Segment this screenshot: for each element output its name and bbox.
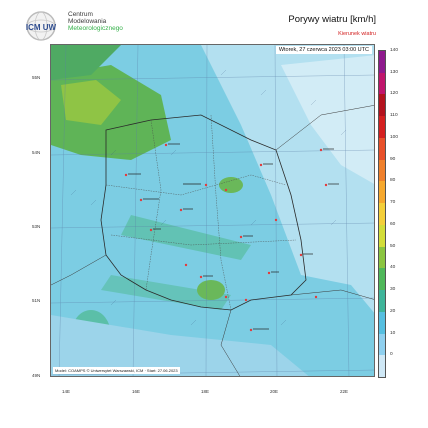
- legend-tick-label: 50: [390, 243, 396, 249]
- city-dot[interactable]: [180, 209, 182, 211]
- lat-label: 54N: [32, 150, 41, 155]
- city-dot[interactable]: [250, 329, 252, 331]
- forecast-timestamp: Wtorek, 27 czerwca 2023 03:00 UTC: [276, 46, 372, 54]
- legend-color-step: [379, 290, 385, 312]
- city-dot[interactable]: [140, 199, 142, 201]
- city-dot[interactable]: [268, 272, 270, 274]
- city-dot[interactable]: [320, 149, 322, 151]
- legend-color-step: [379, 203, 385, 225]
- legend-tick-label: 60: [390, 221, 396, 227]
- legend-color-step: [379, 312, 385, 334]
- icm-logo: [25, 10, 57, 42]
- legend-tick-label: 10: [390, 330, 396, 336]
- legend-tick-label: 110: [390, 113, 398, 119]
- city-dot[interactable]: [205, 184, 207, 186]
- city-dot[interactable]: [240, 236, 242, 238]
- legend-colorbar: [378, 50, 386, 378]
- lat-label: 55N: [32, 75, 41, 80]
- legend-color-step: [379, 73, 385, 95]
- legend-color-step: [379, 268, 385, 290]
- lon-label: 20E: [270, 389, 279, 394]
- org-name-line1: Centrum: [68, 11, 93, 18]
- legend-tick-label: 120: [390, 91, 399, 97]
- city-dot[interactable]: [225, 296, 227, 298]
- gust-cell-central: [219, 177, 243, 193]
- city-dot[interactable]: [315, 296, 317, 298]
- lon-label: 16E: [132, 389, 141, 394]
- model-footnote: Model: COAMPS © Uniwersytet Warszawski, ICM · Start: 27.06.2023: [55, 368, 178, 373]
- lon-label: 22E: [340, 389, 349, 394]
- legend-color-step: [379, 116, 385, 138]
- city-dot[interactable]: [200, 276, 202, 278]
- lon-label: 14E: [62, 389, 71, 394]
- legend-tick-label: 80: [390, 178, 396, 184]
- lat-label: 49N: [32, 373, 41, 378]
- lon-label: 18E: [201, 389, 210, 394]
- svg-text:ICM UW: ICM UW: [25, 23, 57, 32]
- city-dot[interactable]: [185, 264, 187, 266]
- legend-color-step: [379, 355, 385, 377]
- lat-label: 51N: [32, 298, 41, 303]
- city-dot[interactable]: [260, 164, 262, 166]
- city-dot[interactable]: [150, 229, 152, 231]
- org-name-line3: Meteorologicznego: [68, 25, 123, 32]
- legend-color-step: [379, 225, 385, 247]
- legend-color-step: [379, 181, 385, 203]
- legend-tick-label: 30: [390, 287, 396, 293]
- city-dot[interactable]: [125, 174, 127, 176]
- legend-tick-label: 0: [390, 352, 393, 358]
- city-dot[interactable]: [275, 219, 277, 221]
- org-name-line2: Modelowania: [68, 18, 107, 25]
- gust-cell-krakow: [197, 280, 225, 300]
- legend-tick-label: 100: [390, 134, 399, 140]
- city-dot[interactable]: [225, 189, 227, 191]
- legend-tick-label: 90: [390, 156, 396, 162]
- legend-tick-label: 20: [390, 308, 396, 314]
- legend-color-step: [379, 94, 385, 116]
- legend-color-step: [379, 160, 385, 182]
- map-subtitle: Kierunek wiatru: [338, 31, 376, 37]
- legend-color-step: [379, 334, 385, 356]
- lat-label: 53N: [32, 224, 41, 229]
- city-dot[interactable]: [245, 299, 247, 301]
- org-name: [68, 11, 123, 32]
- legend-color-step: [379, 138, 385, 160]
- legend-tick-label: 40: [390, 265, 396, 271]
- city-dot[interactable]: [325, 184, 327, 186]
- legend-tick-label: 130: [390, 69, 399, 75]
- map-canvas: [51, 45, 375, 377]
- header: [0, 0, 428, 44]
- legend-color-step: [379, 247, 385, 269]
- legend-tick-label: 140: [390, 48, 399, 53]
- legend-color-step: [379, 51, 385, 73]
- city-dot[interactable]: [300, 254, 302, 256]
- city-dot[interactable]: [165, 144, 167, 146]
- map-title: Porywy wiatru [km/h]: [288, 14, 376, 25]
- wind-gust-map[interactable]: [50, 44, 375, 377]
- legend-tick-label: 70: [390, 200, 396, 206]
